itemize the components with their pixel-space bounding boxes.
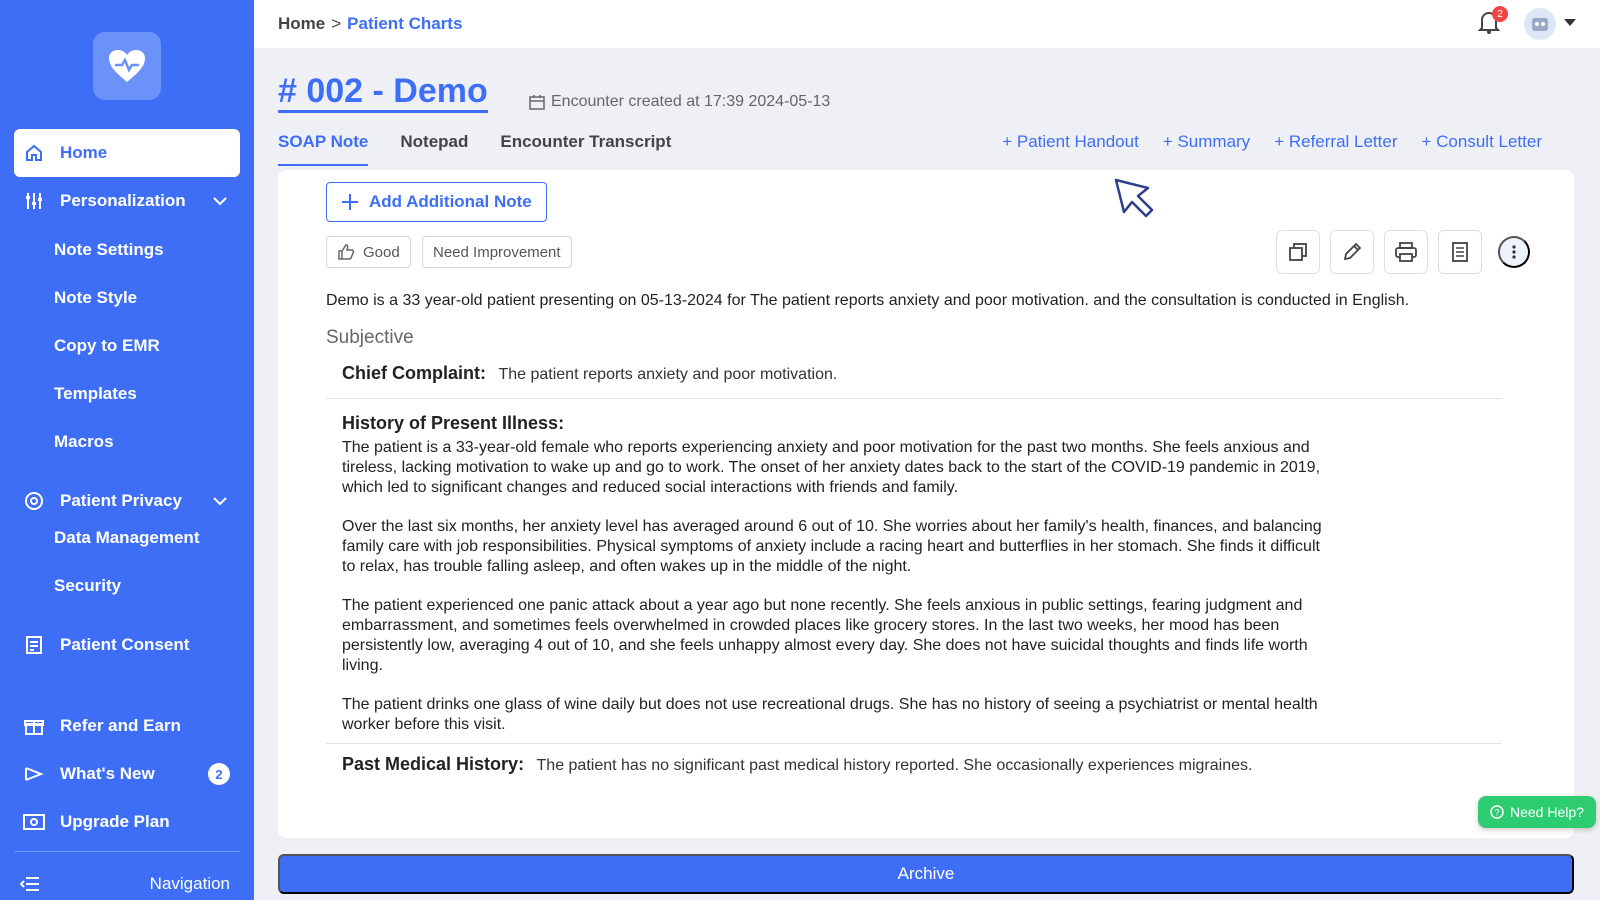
notification-count-badge: 2	[1492, 6, 1508, 22]
chevron-down-icon[interactable]	[212, 193, 228, 209]
document-icon	[1451, 242, 1469, 262]
print-icon	[1395, 242, 1417, 262]
thumbs-up-icon	[337, 243, 355, 261]
sidebar-item-label: Refer and Earn	[60, 716, 181, 735]
sidebar-item-label: What's New	[60, 764, 155, 783]
feedback-need-improvement-button[interactable]	[422, 236, 572, 268]
hpi-field	[326, 413, 1526, 735]
section-subjective: Subjective	[326, 327, 414, 348]
whats-new-count-badge: 2	[208, 763, 230, 785]
need-help-label: Need Help?	[1510, 804, 1584, 820]
sidebar-item-copy-to-emr[interactable]: Copy to EMR	[54, 336, 160, 355]
pmh-label: Past Medical History:	[342, 754, 525, 774]
feedback-good-button[interactable]	[326, 236, 411, 268]
sidebar-item-label: Home	[60, 143, 108, 162]
need-help-button[interactable]	[1478, 796, 1596, 828]
document-button[interactable]	[1438, 230, 1482, 274]
home-icon	[22, 141, 46, 165]
app-logo[interactable]	[93, 32, 161, 100]
sidebar-item-note-settings[interactable]: Note Settings	[54, 240, 164, 259]
sidebar-item-macros[interactable]: Macros	[54, 432, 114, 451]
patient-handout-link[interactable]: + Patient Handout	[1002, 132, 1139, 151]
breadcrumb-home[interactable]: Home	[278, 14, 326, 33]
sidebar-item-whats-new[interactable]	[14, 750, 240, 798]
divider	[326, 743, 1502, 744]
past-medical-history-field	[326, 754, 1526, 775]
divider	[326, 398, 1502, 399]
sidebar-item-patient-consent[interactable]	[14, 621, 240, 669]
sidebar-collapse-toggle[interactable]	[20, 874, 230, 894]
sidebar-item-label: Upgrade Plan	[60, 812, 170, 831]
feedback-improve-label: Need Improvement	[433, 243, 561, 261]
summary-link[interactable]: + Summary	[1162, 132, 1251, 151]
sidebar-item-personalization[interactable]	[14, 177, 240, 225]
sidebar-item-home[interactable]	[14, 129, 240, 177]
sidebar-divider	[14, 851, 240, 852]
sidebar-item-label: Patient Consent	[60, 635, 190, 654]
sidebar-item-templates[interactable]: Templates	[54, 384, 137, 403]
sidebar-item-patient-privacy[interactable]	[14, 477, 240, 525]
svg-text:?: ?	[1494, 807, 1500, 818]
navigation-label: Navigation	[149, 874, 230, 893]
encounter-created-text: Encounter created at 17:39 2024-05-13	[551, 93, 831, 110]
edit-icon	[1342, 242, 1362, 262]
copy-icon	[1288, 242, 1308, 262]
sidebar	[0, 0, 254, 900]
document-actions	[1002, 132, 1542, 152]
calendar-icon	[529, 94, 545, 110]
page-title: # 002 - Demo	[278, 72, 488, 113]
cash-icon	[22, 810, 46, 834]
hpi-label: History of Present Illness:	[342, 413, 565, 433]
sidebar-item-label: Personalization	[60, 191, 186, 210]
feedback-good-label: Good	[363, 243, 400, 261]
archive-button[interactable]: Archive	[278, 854, 1574, 894]
hpi-paragraph: Over the last six months, her anxiety level has averaged around 6 out of 10. She worries about her family's health, finances, and balancing family care with job responsibilities. Physical symptoms of anxiety include a racing heart and butterflies in her stomach. She finds it difficult to relax, has trouble falling asleep, and often wakes up in the middle of the night.	[342, 518, 1322, 575]
more-options-button[interactable]	[1498, 236, 1530, 268]
help-circle-icon	[1490, 805, 1504, 819]
avatar[interactable]	[1524, 8, 1556, 40]
breadcrumb	[278, 14, 462, 34]
sidebar-item-label: Patient Privacy	[60, 491, 182, 510]
note-intro: Demo is a 33 year-old patient presenting on 05-13-2024 for The patient reports anxiety and poor motivation. and the consultation is conducted in English.	[326, 292, 1410, 309]
breadcrumb-separator: >	[331, 14, 342, 33]
sidebar-item-security[interactable]: Security	[54, 576, 122, 595]
add-additional-note-button[interactable]	[326, 182, 547, 222]
hpi-paragraph: The patient experienced one panic attack about a year ago but none recently. She feels anxious in public settings, fearing judgment and embarrassment, and sometimes feels overwhelmed in crowded places like grocery stores. In the last two weeks, her mood has been persistently low, averaging 4 out of 10, and she feels unhappy almost every day. She does not have suicidal thoughts and finds life worth living.	[342, 597, 1308, 674]
print-button[interactable]	[1384, 230, 1428, 274]
sidebar-item-note-style[interactable]: Note Style	[54, 288, 138, 307]
tab-encounter-transcript[interactable]: Encounter Transcript	[500, 132, 672, 151]
collapse-menu-icon	[20, 876, 40, 892]
megaphone-icon	[22, 762, 46, 786]
heart-pulse-icon	[107, 48, 147, 84]
encounter-created	[529, 93, 830, 111]
caret-down-icon[interactable]	[1564, 19, 1576, 27]
hpi-paragraph: The patient is a 33-year-old female who reports experiencing anxiety and poor motivation for the past two months. She feels anxious and tireless, lacking motivation to wake up and go to work. The onset of her anxiety dates back to the start of the COVID-19 pandemic in 2019, which led to significant changes and reduced social interactions with friends and family.	[342, 439, 1321, 496]
tab-soap-note[interactable]: SOAP Note	[278, 132, 368, 166]
hpi-paragraph: The patient drinks one glass of wine daily but does not use recreational drugs. She has no history of seeing a psychiatrist or mental health worker before this visit.	[342, 696, 1318, 733]
plus-icon	[341, 193, 359, 211]
sidebar-item-data-management[interactable]: Data Management	[54, 528, 200, 547]
chief-complaint-field	[326, 363, 1526, 384]
referral-letter-link[interactable]: + Referral Letter	[1274, 132, 1398, 151]
sidebar-item-upgrade-plan[interactable]	[14, 798, 240, 846]
sliders-icon	[22, 189, 46, 213]
sidebar-item-refer-and-earn[interactable]	[14, 702, 240, 750]
consult-letter-link[interactable]: + Consult Letter	[1421, 132, 1542, 151]
mouse-cursor-icon	[1114, 178, 1158, 218]
clipboard-icon	[22, 633, 46, 657]
edit-button[interactable]	[1330, 230, 1374, 274]
copy-button[interactable]	[1276, 230, 1320, 274]
more-vertical-icon	[1512, 245, 1516, 259]
chevron-down-icon[interactable]	[212, 493, 228, 509]
note-content[interactable]	[326, 288, 1526, 828]
shield-gear-icon	[22, 489, 46, 513]
note-tabs	[278, 132, 671, 166]
gift-icon	[22, 714, 46, 738]
add-note-label: Add Additional Note	[369, 192, 532, 211]
top-bar	[254, 0, 1600, 48]
pmh-value: The patient has no significant past medical history reported. She occasionally experiences migraines.	[536, 757, 1253, 774]
tab-notepad[interactable]: Notepad	[400, 132, 469, 151]
chief-complaint-label: Chief Complaint:	[342, 363, 486, 383]
soap-note-card	[278, 170, 1574, 838]
robot-avatar-icon	[1529, 13, 1551, 35]
breadcrumb-current[interactable]: Patient Charts	[347, 14, 463, 33]
chief-complaint-value: The patient reports anxiety and poor motivation.	[498, 366, 838, 383]
